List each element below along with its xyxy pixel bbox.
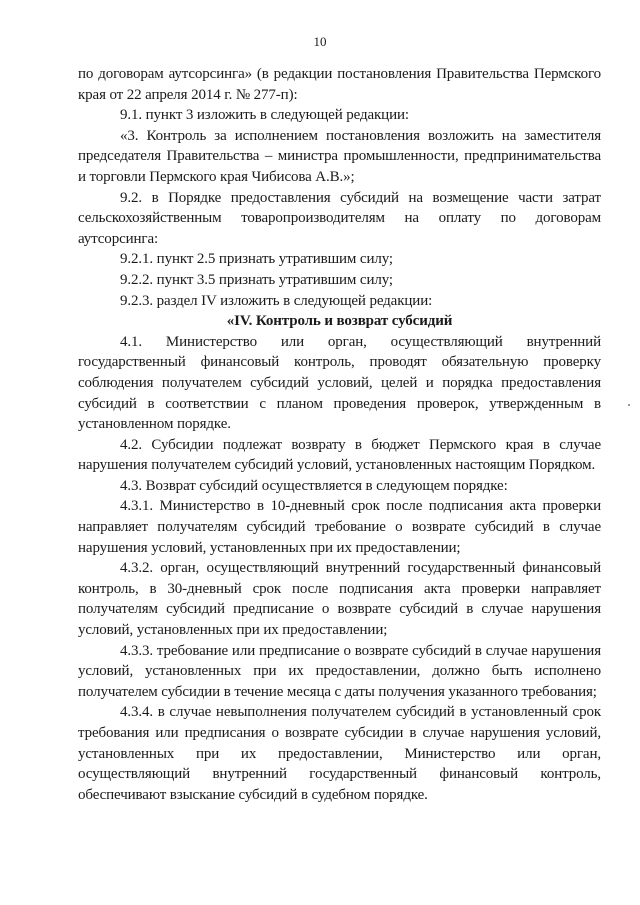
paragraph: 4.2. Субсидии подлежат возврату в бюджет Пермского края в случае нарушения получателем субсидий условий, установленных настоящим Порядком. <box>78 436 601 474</box>
paragraph: 9.1. пункт 3 изложить в следующей редакции: <box>120 107 409 124</box>
paragraph: 4.3.2. орган, осуществляющий внутренний государственный финансовый контроль, в 30-дневный срок после подписания акта проверки направляет получателям субсидий предписание о возврате субсидий в случае нарушения условий, установленных при их предоставлении; <box>78 560 601 639</box>
paragraph: по договорам аутсорсинга» (в редакции постановления Правительства Пермского края от 22 апреля 2014 г. № 277-п): <box>78 66 601 103</box>
document-body <box>78 64 601 805</box>
section-heading: «IV. Контроль и возврат субсидий <box>226 313 453 330</box>
paragraph: «3. Контроль за исполнением постановления возложить на заместителя председателя Правительства – министра промышленности, предпринимательства и торговли Пермского края Чибисова А.В.»; <box>78 127 601 185</box>
page-number: 10 <box>313 34 327 49</box>
paragraph: 4.3.1. Министерство в 10-дневный срок после подписания акта проверки направляет получателям субсидий требование о возврате субсидий в случае нарушения условий, установленных при их предоставлении; <box>78 498 601 556</box>
paragraph: 4.1. Министерство или орган, осуществляющий внутренний государственный финансовый контроль, проводят обязательную проверку соблюдения получателем субсидий условий, целей и порядка предоставления субсидий в соответствии с планом проведения проверок, утвержденным в установленном порядке. <box>78 333 601 433</box>
paragraph: 4.3.3. требование или предписание о возврате субсидий в случае нарушения условий, установленных при их предоставлении, должно быть исполнено получателем субсидии в течение месяца с даты получения указанного требования; <box>78 642 601 700</box>
paragraph: 9.2.2. пункт 3.5 признать утратившим силу; <box>120 271 393 288</box>
paragraph: 4.3. Возврат субсидий осуществляется в следующем порядке: <box>120 477 508 494</box>
paragraph: 4.3.4. в случае невыполнения получателем субсидий в установленный срок требования или предписания о возврате субсидии в случае нарушения условий, установленных при их предоставлении, Министерство или орган, осуществляющий внутренний государственный финансовый контроль, обеспечивают взыскание субсидий в судебном порядке. <box>78 704 601 803</box>
paragraph: 9.2.3. раздел IV изложить в следующей редакции: <box>120 292 433 309</box>
paragraph: 9.2.1. пункт 2.5 признать утратившим силу; <box>120 251 393 268</box>
paragraph: 9.2. в Порядке предоставления субсидий на возмещение части затрат сельскохозяйственным товаропроизводителям на оплату по договорам аутсорсинга: <box>78 189 601 247</box>
scan-artifact-dot <box>628 404 630 406</box>
